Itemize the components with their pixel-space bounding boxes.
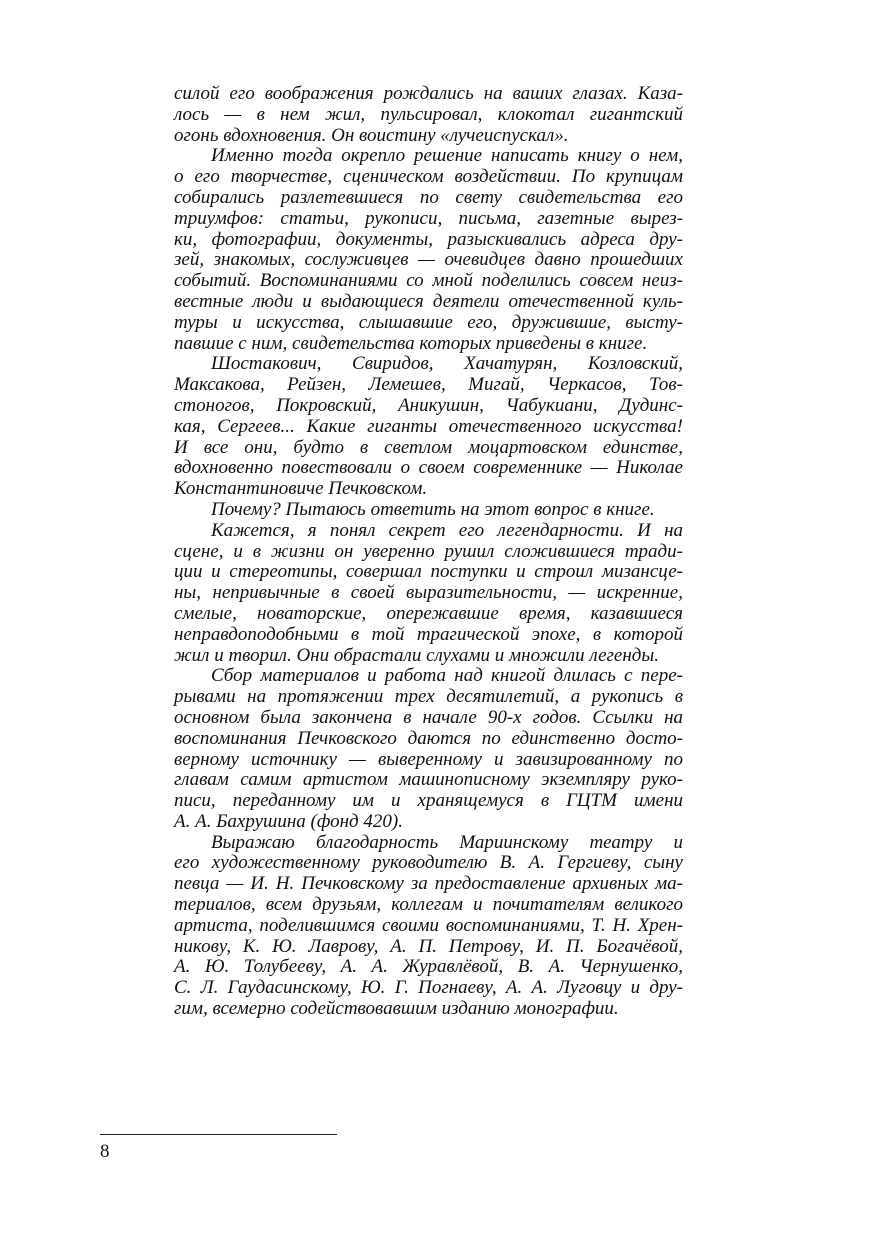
text-line: вестные люди и выдающиеся деятели отечественной куль- — [174, 290, 683, 312]
text-line: собирались разлетевшиеся по свету свидетельства его — [174, 186, 683, 208]
text-line: жил и творил. Они обрастали слухами и множили легенды. — [174, 644, 660, 666]
text-line: Сбор материалов и работа над книгой длилась с пере- — [211, 665, 683, 687]
text-line: писи, переданному им и хранящемуся в ГЦТМ имени — [174, 790, 683, 812]
footer-rule — [100, 1134, 337, 1135]
text-line: Шостакович, Свиридов, Хачатурян, Козловский, — [211, 353, 683, 375]
text-line: А. Ю. Толубееву, А. А. Журавлёвой, В. А. Чернушенко, — [174, 956, 683, 978]
text-line: С. Л. Гаудасинскому, Ю. Г. Погнаеву, А. А. Луговцу и дру- — [174, 977, 683, 999]
text-line: кая, Сергеев... Какие гиганты отечественного искусства! — [174, 415, 683, 437]
text-line: павшие с ним, свидетельства которых приведены в книге. — [174, 332, 648, 354]
text-line: Выражаю благодарность Мариинскому театру и — [211, 831, 683, 853]
text-line: зей, знакомых, сослуживцев — очевидцев давно прошедших — [174, 249, 683, 271]
text-line: основном была закончена в начале 90-х годов. Ссылки на — [174, 706, 683, 728]
text-line: главам самим артистом машинописному экземпляру руко- — [174, 769, 683, 791]
text-line: Кажется, я понял секрет его легендарности. И на — [211, 519, 683, 541]
text-line: лось — в нем жил, пульсировал, клокотал гигантский — [174, 103, 683, 125]
text-line: силой его воображения рождались на ваших глазах. Каза- — [174, 83, 683, 104]
text-line: ки, фотографии, документы, разыскивались адреса дру- — [174, 228, 683, 250]
text-line: туры и искусства, слышавшие его, дружившие, высту- — [174, 311, 683, 333]
text-line: триумфов: статьи, рукописи, письма, газетные вырез- — [174, 207, 683, 229]
text-line: смелые, новаторские, опережавшие время, казавшиеся — [174, 602, 683, 624]
text-line: событий. Воспоминаниями со мной поделились совсем неиз- — [174, 270, 683, 292]
text-line: неправдоподобными в той трагической эпохе, в которой — [174, 623, 683, 645]
text-line: стоногов, Покровский, Аникушин, Чабукиани, Дудинс- — [174, 394, 683, 416]
text-line: гим, всемерно содействовавшим изданию монографии. — [174, 998, 619, 1020]
text-line: териалов, всем друзьям, коллегам и почитателям великого — [174, 894, 683, 916]
page-number: 8 — [100, 1141, 110, 1162]
text-line: вдохновенно повествовали о своем современнике — Николае — [174, 457, 683, 479]
body-text — [174, 84, 683, 1020]
text-line: ны, непривычные в своей выразительности, — искренние, — [174, 582, 683, 604]
text-line: певца — И. Н. Печковскому за предоставление архивных ма- — [174, 873, 683, 895]
text-line: Максакова, Рейзен, Лемешев, Мигай, Черкасов, Тов- — [174, 374, 683, 396]
text-line: артиста, поделившимся своими воспоминаниями, Т. Н. Хрен- — [174, 914, 683, 936]
text-line: огонь вдохновения. Он воистину «лучеиспускал». — [174, 124, 569, 146]
text-line: сцене, и в жизни он уверенно рушил сложившиеся тради- — [174, 540, 683, 562]
text-line: ции и стереотипы, совершал поступки и строил мизансце- — [174, 561, 683, 583]
text-line: воспоминания Печковского даются по единственно досто- — [174, 727, 683, 749]
text-line: рывами на протяжении трех десятилетий, а рукопись в — [174, 686, 683, 708]
text-line: И все они, будто в светлом моцартовском единстве, — [174, 436, 683, 458]
text-line: его художественному руководителю В. А. Гергиеву, сыну — [174, 852, 683, 874]
text-line: Именно тогда окрепло решение написать книгу о нем, — [211, 145, 683, 167]
text-line: о его творчестве, сценическом воздействии. По крупицам — [174, 166, 683, 188]
text-line: Константиновиче Печковском. — [174, 478, 428, 500]
text-line: верному источнику — выверенному и завизированному по — [174, 748, 683, 770]
text-line: никову, К. Ю. Лаврову, А. П. Петрову, И. П. Богачёвой, — [174, 935, 683, 957]
text-line: А. А. Бахрушина (фонд 420). — [174, 810, 403, 832]
text-line: Почему? Пытаюсь ответить на этот вопрос в книге. — [211, 498, 655, 520]
